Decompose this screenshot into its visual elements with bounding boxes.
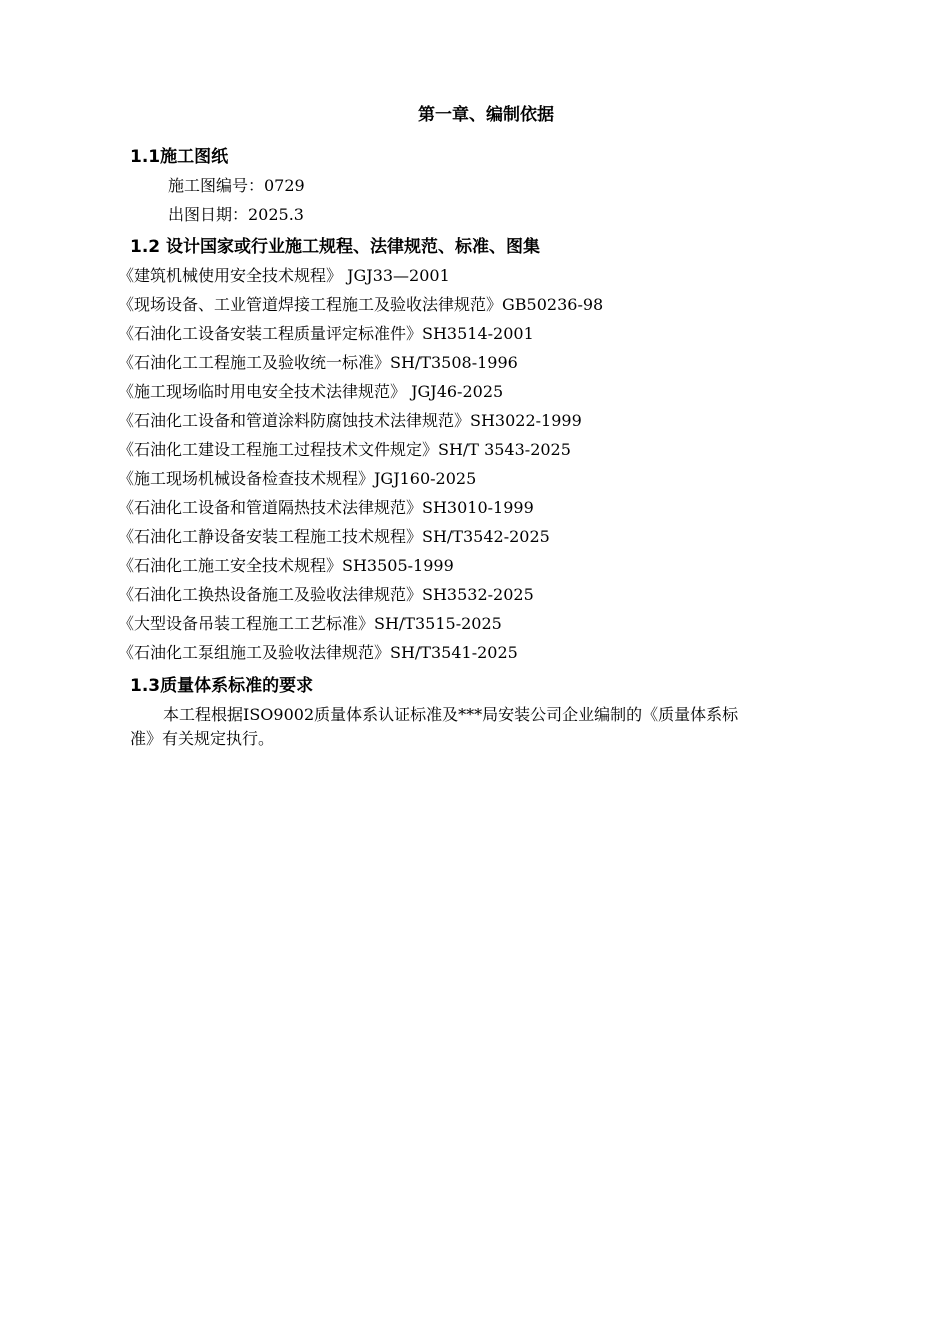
chapter-title: 第一章、编制依据 [418,105,554,125]
standard-item: 《施工现场临时用电安全技术法律规范》 JGJ46-2025 [118,382,504,401]
standard-item: 《石油化工换热设备施工及验收法律规范》SH3532-2025 [118,585,534,604]
standard-item: 《施工现场机械设备检查技术规程》JGJ160-2025 [118,469,477,488]
section-1-3-heading: 1.3质量体系标准的要求 [130,676,314,696]
standard-item: 《现场设备、工业管道焊接工程施工及验收法律规范》GB50236-98 [118,295,604,314]
standard-item: 《石油化工工程施工及验收统一标准》SH/T3508-1996 [118,353,518,372]
section-1-1-heading: 1.1施工图纸 [130,147,229,167]
standard-item: 《石油化工泵组施工及验收法律规范》SH/T3541-2025 [118,643,518,662]
standard-item: 《建筑机械使用安全技术规程》 JGJ33—2001 [118,266,450,285]
standard-item: 《石油化工设备安装工程质量评定标准件》SH3514-2001 [118,324,534,343]
drawing-number: 施工图编号：0729 [168,176,305,195]
quality-system-paragraph [130,703,865,751]
drawing-date: 出图日期：2025.3 [168,205,304,224]
paragraph-line-1: 本工程根据ISO9002质量体系认证标准及***局安装公司企业编制的《质量体系标 [163,705,739,724]
standard-item: 《大型设备吊装工程施工工艺标准》SH/T3515-2025 [118,614,502,633]
standard-item: 《石油化工设备和管道涂料防腐蚀技术法律规范》SH3022-1999 [118,411,582,430]
standard-item: 《石油化工设备和管道隔热技术法律规范》SH3010-1999 [118,498,534,517]
standard-item: 《石油化工建设工程施工过程技术文件规定》SH/T 3543-2025 [118,440,571,459]
paragraph-line-2: 准》有关规定执行。 [130,729,275,748]
standard-item: 《石油化工静设备安装工程施工技术规程》SH/T3542-2025 [118,527,550,546]
standard-item: 《石油化工施工安全技术规程》SH3505-1999 [118,556,454,575]
section-1-2-heading: 1.2 设计国家或行业施工规程、法律规范、标准、图集 [130,237,541,257]
